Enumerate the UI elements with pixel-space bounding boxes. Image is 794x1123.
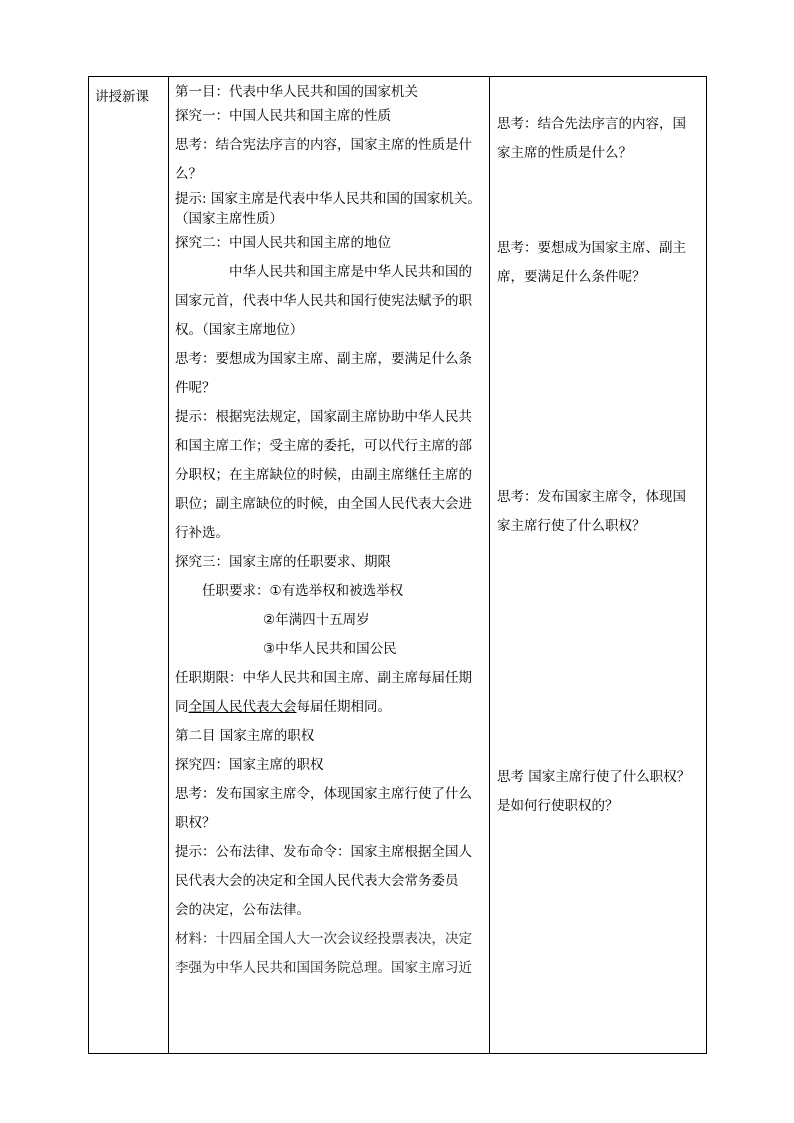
section-heading-2: 第二目 国家主席的职权	[175, 728, 315, 744]
material-line: 李强为中华人民共和国国务院总理。国家主席习近	[175, 960, 472, 976]
hint-line: 提示：根据宪法规定，国家副主席协助中华人民共	[175, 409, 472, 425]
question-line: 件呢？	[175, 380, 216, 396]
body-line: 权。（国家主席地位）	[175, 322, 304, 338]
term-line: 任职期限：中华人民共和国主席、副主席每届任期	[175, 670, 472, 686]
side-note-4	[497, 763, 703, 821]
lesson-table	[88, 76, 707, 1054]
inquiry-4-title: 探究四：国家主席的职权	[175, 757, 324, 773]
inquiry-2-title: 探究二：中国人民共和国主席的地位	[175, 235, 391, 251]
question-line: 么？	[175, 166, 202, 182]
npc-link-text: 全国人民代表大会	[188, 699, 297, 715]
body-line: 国家元首，代表中华人民共和国行使宪法赋予的职	[175, 293, 472, 309]
question-line: 思考：要想成为国家主席、副主席，要满足什么条	[175, 351, 472, 367]
side-note-2	[497, 234, 703, 292]
side-note-line: 思考：结合先法序言的内容，国	[497, 116, 686, 132]
side-note-line: 是如何行使职权的？	[497, 798, 619, 814]
body-line: 中华人民共和国主席是中华人民共和国的	[229, 264, 472, 280]
requirement-line: ②年满四十五周岁	[263, 612, 370, 628]
inquiry-3-title: 探究三：国家主席的任职要求、期限	[175, 554, 391, 570]
hint-line: 提示：公布法律、发布命令：国家主席根据全国人	[175, 844, 472, 860]
question-line: 职权？	[175, 815, 216, 831]
material-line: 材料：十四届全国人大一次会议经投票表决，决定	[175, 931, 472, 947]
hint-line: 提示: 国家主席是代表中华人民共和国的国家机关。	[175, 191, 481, 207]
side-note-line: 家主席行使了什么职权？	[497, 518, 646, 534]
side-note-line: 思考 国家主席行使了什么职权？	[497, 769, 691, 785]
hint-line: 民代表大会的决定和全国人民代表大会常务委员	[175, 873, 459, 889]
column-divider-2	[489, 77, 490, 1053]
question-line: 思考：结合宪法序言的内容，国家主席的性质是什	[175, 137, 472, 153]
term-suffix: 每届任期相同。	[296, 699, 391, 715]
side-note-line: 思考：要想成为国家主席、副主	[497, 240, 686, 256]
hint-line: 行补选。	[175, 525, 229, 541]
hint-line: 分职权；在主席缺位的时候，由副主席继任主席的	[175, 467, 472, 483]
lesson-content	[175, 82, 485, 983]
question-line: 思考：发布国家主席令，体现国家主席行使了什么	[175, 786, 472, 802]
column-divider-1	[168, 77, 169, 1053]
term-line	[175, 693, 485, 722]
inquiry-1-title: 探究一：中国人民共和国主席的性质	[175, 108, 391, 124]
hint-line: （国家主席性质）	[175, 211, 283, 227]
requirement-line: 任职要求：①有选举权和被选举权	[202, 583, 404, 599]
hint-line: 会的决定，公布法律。	[175, 902, 310, 918]
term-prefix: 同	[175, 699, 189, 715]
side-note-3	[497, 483, 703, 541]
side-note-line: 家主席的性质是什么？	[497, 145, 632, 161]
hint-line: 职位；副主席缺位的时候，由全国人民代表大会进	[175, 496, 472, 512]
hint-line: 和国主席工作；受主席的委托，可以代行主席的部	[175, 438, 472, 454]
side-note-1	[497, 110, 703, 168]
section-label: 讲授新课	[95, 89, 149, 105]
side-note-line: 思考：发布国家主席令，体现国	[497, 489, 686, 505]
requirement-line: ③中华人民共和国公民	[263, 641, 397, 657]
side-note-line: 席，要满足什么条件呢？	[497, 269, 646, 285]
section-heading-1: 第一目：代表中华人民共和国的国家机关	[175, 84, 418, 100]
